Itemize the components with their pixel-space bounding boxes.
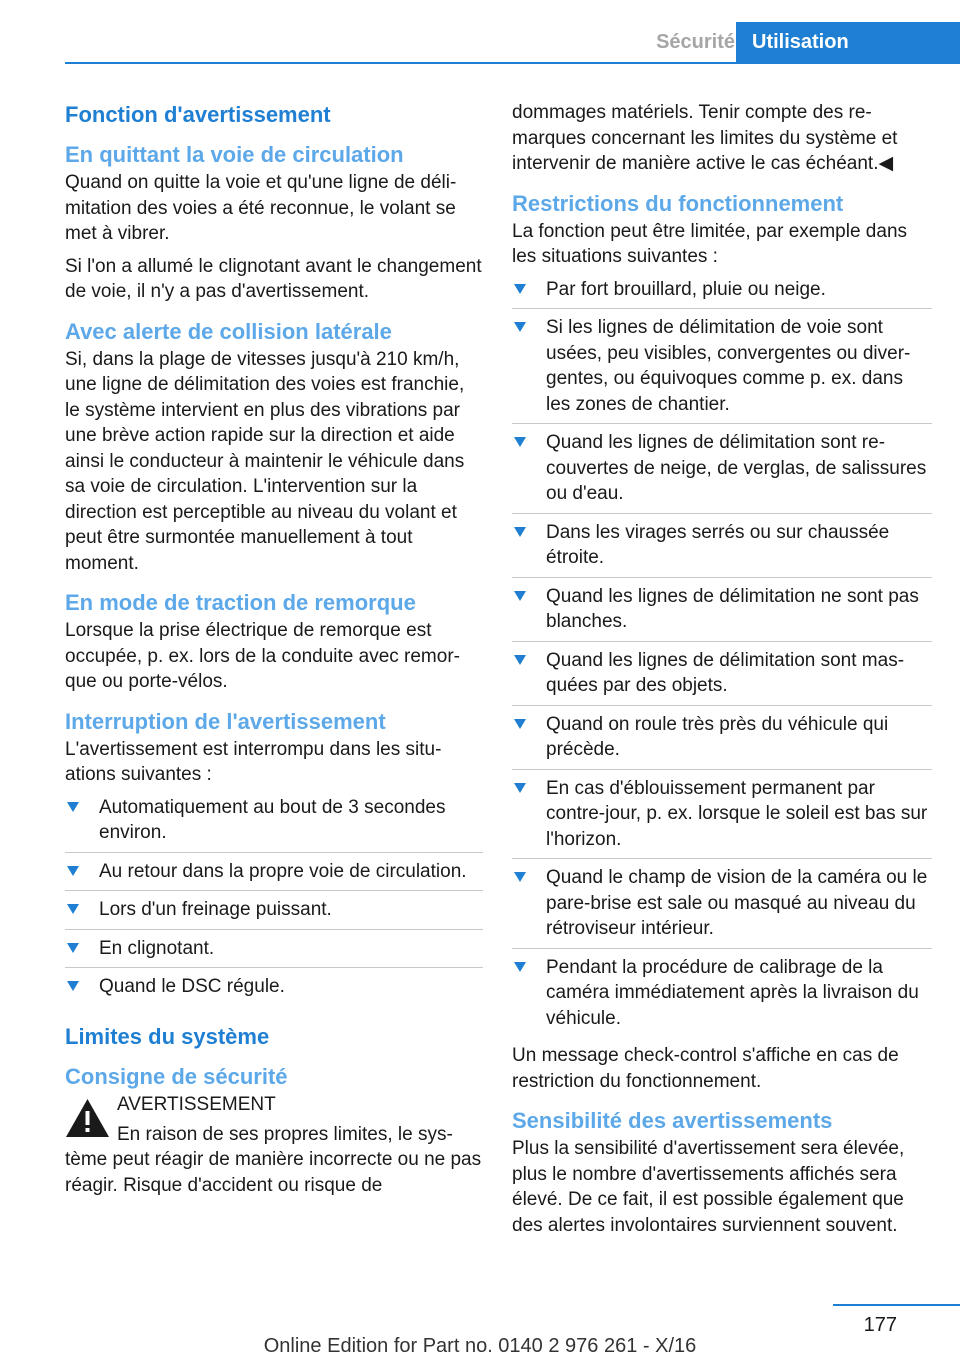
footer-rule [833,1304,960,1306]
list-item: Par fort brouillard, pluie ou neige. [512,277,932,310]
list-item: Quand les lignes de délimitation sont recouvertes de neige, de verglas, de salissures ou d'eau. [512,430,932,514]
heading-restrictions: Restrictions du fonctionnement [512,190,844,216]
triangle-bullet-icon [514,872,526,882]
section-title: Fonction d'avertissement [65,102,331,127]
list-item: En cas d'éblouissement permanent par contre-jour, p. ex. lorsque le soleil est bas sur l'horizon. [512,776,932,860]
triangle-bullet-icon [514,783,526,793]
warning-block [65,1092,483,1147]
warning-triangle-icon [65,1098,110,1138]
tab-securite[interactable]: Sécurité [656,31,735,53]
interruption-list [65,795,483,1006]
header-tabs [65,22,960,64]
triangle-bullet-icon [67,981,79,991]
page-number: 177 [863,1314,897,1336]
list-item: En clignotant. [65,936,483,969]
paragraph: Un message check-control s'affiche en cas de restriction du fonctionnement. [512,1045,899,1092]
triangle-bullet-icon [514,284,526,294]
list-item: Lors d'un freinage puissant. [65,897,483,930]
triangle-bullet-icon [514,719,526,729]
restrictions-list [512,277,932,1038]
paragraph: Lorsque la prise électrique de remorque est occupée, p. ex. lors de la conduite avec remorque ou porte-vélos. [65,620,460,692]
list-item: Quand on roule très près du véhicule qui précède. [512,712,932,770]
list-item: Quand les lignes de délimitation sont masquées par des objets. [512,648,932,706]
triangle-bullet-icon [514,527,526,537]
paragraph: dommages matériels. Tenir compte des remarques concernant les limites du système et intervenir de manière active le cas échéant.◀ [512,102,898,174]
paragraph: Si, dans la plage de vitesses jusqu'à 210 km/h, une ligne de délimitation des voies est franchie, le système intervient en plus des vibrations par une brève action rapide sur la direction et aide ainsi le conducteur à maintenir le véhicule dans sa voie de circulation. L'intervention sur la direction est perceptible au niveau du volant et peut être surmontée manuellement à tout moment. [65,348,465,574]
paragraph: Plus la sensibilité d'avertissement sera élevée, plus le nombre d'avertissements affichés sera élevé. De ce fait, il est possible également que des alertes involontaires surviennent souvent. [512,1138,905,1236]
triangle-bullet-icon [67,943,79,953]
list-item: Au retour dans la propre voie de circulation. [65,859,483,892]
left-column [65,100,483,1205]
triangle-bullet-icon [67,866,79,876]
triangle-bullet-icon [514,591,526,601]
warning-label: AVERTISSEMENT [117,1093,276,1115]
triangle-bullet-icon [514,655,526,665]
heading-sensitivity: Sensibilité des avertissements [512,1108,833,1133]
warning-text-start [117,1121,483,1147]
list-item: Pendant la procédure de calibrage de la caméra immédiatement après la livraison du véhicule. [512,955,932,1038]
triangle-bullet-icon [514,322,526,332]
triangle-bullet-icon [514,962,526,972]
list-item: Automatiquement au bout de 3 secondes environ. [65,795,483,853]
heading-leaving-lane: En quittant la voie de circulation [65,142,404,167]
list-item: Dans les virages serrés ou sur chaussée étroite. [512,520,932,578]
list-item: Si les lignes de délimitation de voie sont usées, peu visibles, convergentes ou divergentes, ou équivoques comme p. ex. dans les zones de chantier. [512,315,932,424]
right-column [512,100,932,1245]
tab-utilisation[interactable]: Utilisation [736,22,960,62]
edition-line: Online Edition for Part no. 0140 2 976 261 - X/16 [263,1335,697,1357]
triangle-bullet-icon [67,802,79,812]
triangle-bullet-icon [67,904,79,914]
paragraph: La fonction peut être limitée, par exemple dans les situations suivantes : [512,220,908,267]
heading-trailer-mode: En mode de traction de remorque [65,590,416,615]
limits-title: Limites du système [65,1023,270,1049]
list-item: Quand le DSC régule. [65,974,483,1006]
paragraph: Quand on quitte la voie et qu'une ligne de délimitation des voies a été reconnue, le volant se met à vibrer. [65,172,457,244]
paragraph: L'avertissement est interrompu dans les situations suivantes : [65,738,442,785]
list-item: Quand les lignes de délimitation ne sont pas blanches. [512,584,932,642]
triangle-bullet-icon [514,437,526,447]
warning-text: En raison de ses propres limites, le système peut réagir de manière incorrecte ou ne pas réagir. Risque d'accident ou risque de [65,1123,482,1196]
paragraph: Si l'on a allumé le clignotant avant le changement de voie, il n'y a pas d'avertissement. [65,255,482,302]
heading-interruption: Interruption de l'avertissement [65,708,386,734]
list-item: Quand le champ de vision de la caméra ou le pare-brise est sale ou masqué au niveau du rétroviseur intérieur. [512,865,932,949]
heading-safety: Consigne de sécurité [65,1063,288,1089]
heading-side-collision: Avec alerte de collision latérale [65,318,392,344]
